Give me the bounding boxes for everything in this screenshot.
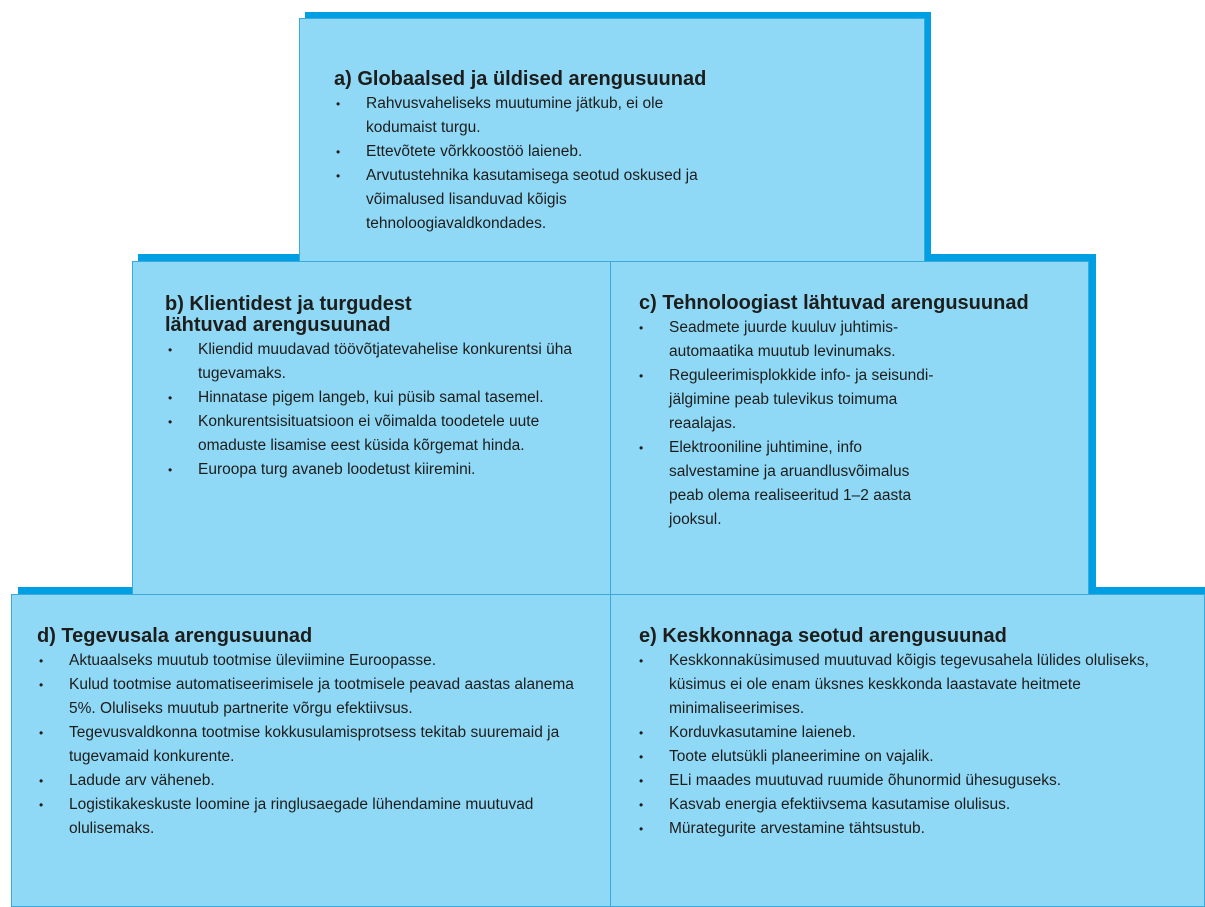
box-environment-trends bbox=[610, 594, 1205, 907]
box-c-title: c) Tehnoloogiast lähtuvad arengusuunad bbox=[639, 292, 1029, 314]
list-item: • Keskkonnaküsimused muutuvad kõigis tegevusahela lülides oluliseks, küsimus ei ole enam üksnes keskkonda laastavate heitmete minimaliseerimises. bbox=[639, 649, 1194, 721]
list-item: • Hinnatase pigem langeb, kui püsib samal tasemel. bbox=[168, 386, 588, 410]
list-item: • Toote elutsükli planeerimine on vajalik. bbox=[639, 745, 1194, 769]
box-client-market-trends bbox=[132, 261, 611, 595]
list-item: • Konkurentsisituatsioon ei võimalda toodetele uute omaduste lisamise eest küsida kõrgemat hinda. bbox=[168, 410, 588, 458]
list-item: • Arvutustehnika kasutamisega seotud oskused ja võimalused lisanduvad kõigis tehnoloogiavaldkondades. bbox=[336, 164, 736, 236]
box-global-trends bbox=[299, 18, 925, 262]
box-a-title: a) Globaalsed ja üldised arengusuunad bbox=[334, 68, 707, 90]
list-item: • Euroopa turg avaneb loodetust kiiremini. bbox=[168, 458, 588, 482]
list-item: • Aktuaalseks muutub tootmise üleviimine Euroopasse. bbox=[39, 649, 599, 673]
box-technology-trends bbox=[610, 261, 1089, 595]
list-item: • Kasvab energia efektiivsema kasutamise olulisus. bbox=[639, 793, 1194, 817]
box-c-list bbox=[639, 316, 939, 532]
list-item: • Mürategurite arvestamine tähtsustub. bbox=[639, 817, 1194, 841]
box-industry-trends bbox=[11, 594, 612, 907]
box-a-list bbox=[336, 92, 736, 236]
list-item: • Seadmete juurde kuuluv juhtimis-automaatika muutub levinumaks. bbox=[639, 316, 939, 364]
list-item: • Logistikakeskuste loomine ja ringlusaegade lühendamine muutuvad olulisemaks. bbox=[39, 793, 599, 841]
box-d-list bbox=[39, 649, 599, 841]
list-item: • Elektrooniline juhtimine, info salvestamine ja aruandlusvõimalus peab olema realiseeritud 1–2 aasta jooksul. bbox=[639, 436, 939, 532]
list-item: • Ettevõtete võrkkoostöö laieneb. bbox=[336, 140, 736, 164]
list-item: • ELi maades muutuvad ruumide õhunormid ühesuguseks. bbox=[639, 769, 1194, 793]
list-item: • Kulud tootmise automatiseerimisele ja tootmisele peavad aastas alanema 5%. Oluliseks muutub partnerite võrgu efektiivsus. bbox=[39, 673, 599, 721]
list-item: • Reguleerimisplokkide info- ja seisundi-jälgimine peab tulevikus toimuma reaalajas. bbox=[639, 364, 939, 436]
box-e-list bbox=[639, 649, 1194, 841]
list-item: • Korduvkasutamine laieneb. bbox=[639, 721, 1194, 745]
box-e-title: e) Keskkonnaga seotud arengusuunad bbox=[639, 625, 1007, 647]
box-d-title: d) Tegevusala arengusuunad bbox=[37, 625, 313, 647]
list-item: • Rahvusvaheliseks muutumine jätkub, ei ole kodumaist turgu. bbox=[336, 92, 736, 140]
list-item: • Ladude arv väheneb. bbox=[39, 769, 599, 793]
box-b-title: b) Klientidest ja turgudest lähtuvad arengusuunad bbox=[165, 293, 412, 336]
box-b-list bbox=[168, 338, 588, 482]
list-item: • Kliendid muudavad töövõtjatevahelise konkurentsi üha tugevamaks. bbox=[168, 338, 588, 386]
list-item: • Tegevusvaldkonna tootmise kokkusulamisprotsess tekitab suuremaid ja tugevamaid konkurente. bbox=[39, 721, 599, 769]
